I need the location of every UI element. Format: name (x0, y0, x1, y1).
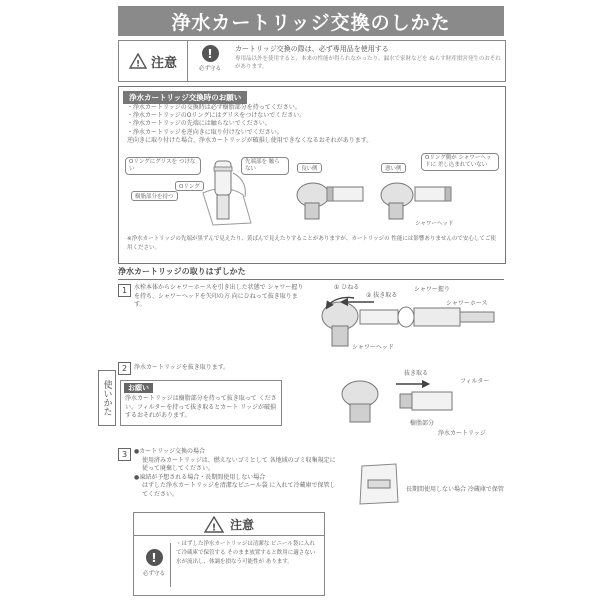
label-resin-2: 樹脂部分 (410, 420, 435, 427)
step-3-body-b: はずした浄水カートリッジを清潔なビニール袋 に入れて冷蔵庫で保管してください。 (142, 482, 336, 498)
bottom-caution-text: ・はずした浄水カートリッジは清潔な ビニール袋に入れて冷蔵庫で保管する そのまま放置すると飲用に適さない 水が流出し、体調を損なう可能性が あります。 (176, 541, 316, 565)
caution-label: 注意 (150, 55, 177, 71)
callout-bad: Oリング側が シャワーヘッドに 差し込まれていない (421, 153, 499, 171)
step-2-number: 2 (118, 362, 131, 375)
fridge-caption: 長期間使用しない場合 冷蔵庫で保管 (406, 486, 504, 493)
step-2-illustration (336, 376, 456, 426)
step-1-illustration (314, 286, 504, 356)
callout-grease: Oリングにグリスを つけない (125, 157, 201, 175)
callout-tip: 先端部を 触らない (241, 157, 289, 175)
step-3-heading-a: ●カートリッジ交換の場合 (134, 448, 205, 455)
notice-footnote: ※浄水カートリッジの先端が黒ずんで見えたり、黄ばんで見えたりすることがありますが、カートリッジの 性能には影響ありませんので安心してご使用ください。 (127, 236, 496, 251)
label-head: シャワーヘッド (352, 344, 394, 351)
step-1-number: 1 (118, 284, 131, 297)
exclamation-circle-icon: ! (146, 549, 163, 566)
notice-line: ・浄水カートリッジの先端には触らないでください。 (127, 120, 271, 128)
page-title: 浄水カートリッジ交換のしかた (118, 6, 504, 36)
bottom-caution-label: 注意 (229, 517, 254, 532)
request-text: 浄水カートリッジは樹脂部分を持って抜き取って ください。フィルターを持って抜き取るとカート リッジが破損するおそれがあります。 (125, 395, 277, 419)
step-3-body-a: 使用済みカートリッジは、燃えないゴミとして 各地域のゴミ収集規定に従って廃棄してください。 (142, 456, 336, 472)
notice-line: ・浄水カートリッジを逆向きに取り付けないでください。 (127, 128, 283, 136)
step-3-text (134, 448, 338, 499)
label-showerhead: シャワーヘッド (415, 221, 454, 227)
label-oring: Oリング (175, 181, 204, 191)
label-good-example: 良い例 (297, 163, 322, 173)
caution-main-text: カートリッジ交換の際は、必ず専用品を使用する (235, 45, 389, 53)
caution-box (118, 40, 506, 82)
warning-icon (204, 516, 224, 533)
must-follow-caption: 必ず守る (142, 571, 165, 577)
fridge-bag-illustration (356, 462, 402, 506)
bottom-caution-box (133, 512, 325, 596)
label-pull: ② 抜き取る (366, 292, 398, 299)
good-example-illustration (291, 177, 371, 223)
label-pull-2: 抜き取る (404, 370, 429, 377)
must-follow-badge (138, 543, 171, 587)
step-3-number: 3 (118, 448, 131, 461)
label-hose: シャワーホース (446, 300, 488, 307)
bad-example-illustration (375, 177, 459, 223)
request-heading: お願い (124, 383, 153, 393)
label-grip: シャワー握り (414, 286, 450, 293)
notice-list (127, 104, 497, 145)
removal-heading: 浄水カートリッジの取りはずしかた (118, 266, 504, 280)
warning-icon (129, 53, 147, 69)
step-2-text: 浄水カートリッジを抜き取ります。 (134, 364, 230, 371)
must-follow-caption: 必ず守る (198, 66, 221, 72)
svg-text:!: ! (135, 59, 141, 69)
label-resin: 樹脂部分を持つ (131, 191, 178, 201)
notice-box (118, 86, 506, 264)
usage-side-label: 使いかた (98, 370, 116, 426)
svg-text:!: ! (211, 522, 217, 533)
notice-line: ・浄水カートリッジのOリングにはグリスをつけないでください。 (127, 112, 306, 120)
label-bad-example: 悪い例 (381, 163, 406, 173)
must-follow-badge (195, 45, 225, 79)
notice-line: ・浄水カートリッジの交換時は必ず樹脂部分を持ってください。 (127, 104, 301, 111)
step-3-heading-b: ●凍結が予想される場合・長期間使用しない場合 (134, 473, 266, 481)
caution-header (119, 41, 188, 81)
bottom-caution-header (134, 513, 324, 536)
label-filter: フィルター (460, 378, 490, 385)
notice-heading: 浄水カートリッジ交換時のお願い (123, 91, 247, 104)
label-cartridge: 浄水カートリッジ (438, 430, 486, 437)
notice-line: 逆向きに取り付けた場合、浄水カートリッジが破損し使用できなくなるおそれがあります。 (127, 136, 373, 144)
label-twist: ① ひねる (334, 284, 360, 291)
caution-sub-text: 専用品以外を使用すると、本来の性能が得られなかったり、漏水で家財などを ぬらす財産損害発生のおそれがあります。 (235, 56, 501, 70)
request-box (120, 380, 282, 426)
exclamation-circle-icon: ! (202, 45, 219, 62)
step-1-text: 水栓本体からシャワーホースを引き出した状態で シャワー握りを持ち、シャワーヘッドを矢印の方 向にひねって抜き取ります。 (134, 284, 304, 308)
